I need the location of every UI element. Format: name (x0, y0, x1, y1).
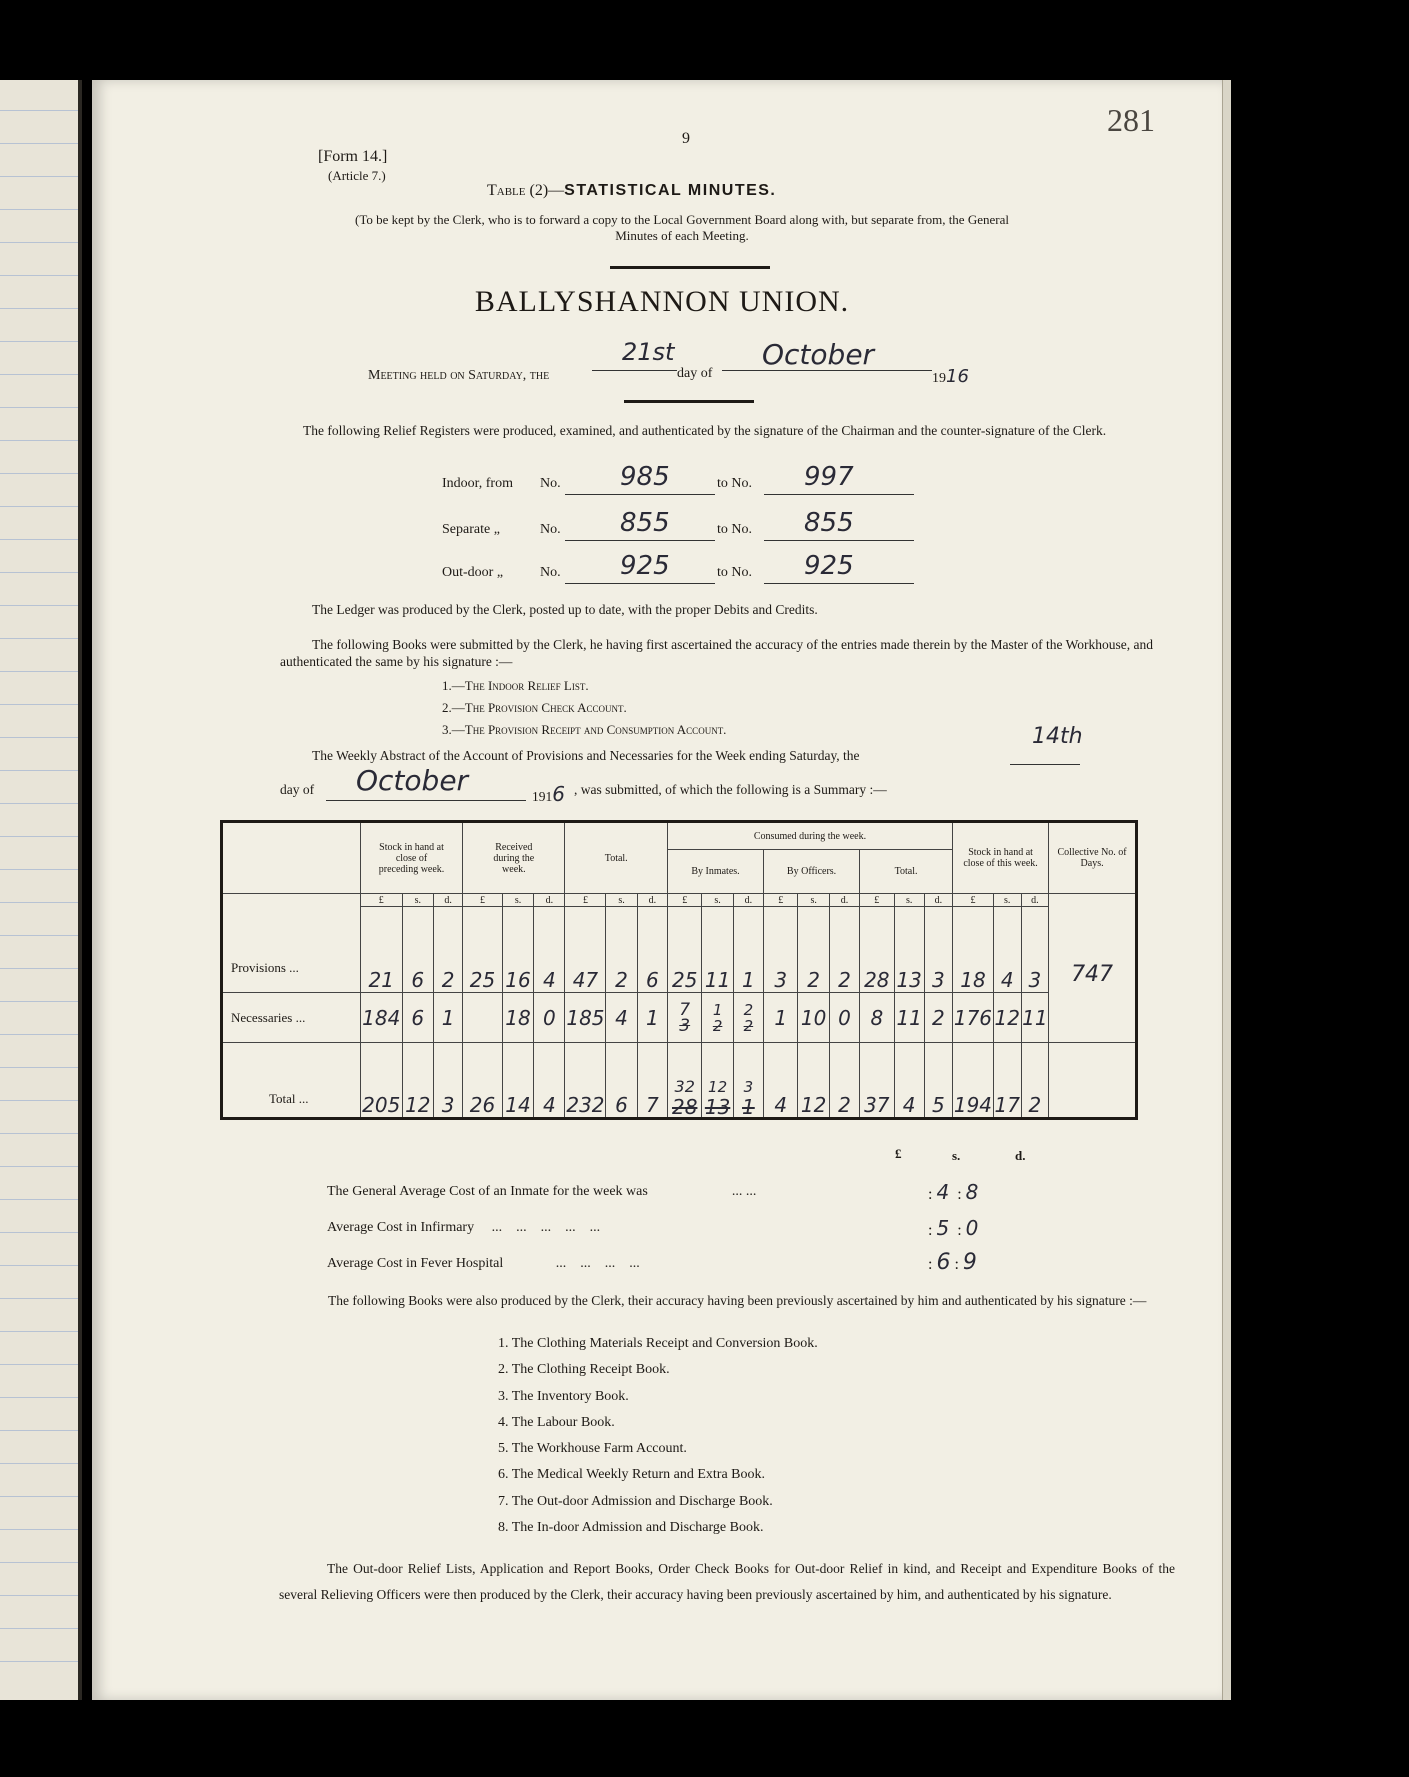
ruled-line (0, 605, 78, 606)
book-item: 2.—The Provision Check Account. (442, 700, 627, 715)
ruled-line (0, 1199, 78, 1200)
meeting-day: 21st (622, 338, 675, 366)
outdoor-from-value: 925 (620, 551, 670, 581)
ruled-line (0, 1100, 78, 1101)
ruled-line (0, 572, 78, 573)
outdoor-to-value: 925 (804, 551, 854, 581)
outdoor-to-label: to No. (717, 565, 752, 580)
separate-no: No. (540, 522, 561, 537)
table-row-necessaries: Necessaries ... 184 6 1 18 0 185 4 1 7 3 1 2 2 2 1 10 0 8 11 2 176 12 11 (222, 993, 1137, 1043)
also-book-item: 6. The Medical Weekly Return and Extra Book. (498, 1467, 766, 1482)
ruled-line (0, 836, 78, 837)
header-by-inmates: By Inmates. (667, 850, 763, 894)
indoor-label: Indoor, from (442, 476, 513, 491)
ruled-line (0, 1232, 78, 1233)
ruled-line (0, 1430, 78, 1431)
ruled-line (0, 242, 78, 243)
meeting-year: 1916 (932, 366, 969, 387)
separate-from-value: 855 (620, 508, 670, 538)
abstract-day: 14th (1032, 724, 1083, 749)
ruled-line (0, 1463, 78, 1464)
divider (610, 266, 770, 269)
header-stock-close: Stock in hand at close of this week. (953, 822, 1049, 894)
also-book-item: 8. The In-door Admission and Discharge Book. (498, 1520, 764, 1535)
ruled-line (0, 407, 78, 408)
abstract-month: October (356, 764, 469, 797)
ledger-text: The Ledger was produced by the Clerk, posted up to date, with the proper Debits and Credits. (312, 602, 818, 617)
ruled-line (0, 209, 78, 210)
abstract-day-of: day of (280, 782, 315, 797)
divider (624, 400, 754, 403)
ruled-line (0, 1562, 78, 1563)
ruled-line (0, 1628, 78, 1629)
cost-row: Average Cost in Fever Hospital ... ... ... ... (327, 1256, 640, 1271)
unit-row: £ s. d. £ s. d. £ s. d. £ s. d. £ s. d. £ s. d. £ s. d. (222, 894, 1137, 907)
form-label: [Form 14.] (318, 148, 388, 165)
instruction-text: (To be kept by the Clerk, who is to forward a copy to the Local Government Board along with, but separate from, the General Minutes of each Meeting. (355, 212, 1009, 243)
ruled-line (0, 1496, 78, 1497)
indoor-to-value: 997 (804, 462, 854, 492)
header-by-officers: By Officers. (764, 850, 860, 894)
outdoor-no: No. (540, 565, 561, 580)
meeting-day-of: day of (677, 366, 713, 381)
cost-unit-pounds: £ (895, 1146, 902, 1161)
printed-page-number: 9 (682, 130, 690, 147)
summary-table (220, 820, 1138, 1120)
abstract-text: The Weekly Abstract of the Account of Provisions and Necessaries for the Week ending Saturday, the (312, 748, 860, 763)
header-collective: Collective No. of Days. (1049, 822, 1137, 894)
also-book-item: 5. The Workhouse Farm Account. (498, 1441, 687, 1456)
cost-row: The General Average Cost of an Inmate for the week was ... ... (327, 1184, 757, 1199)
ruled-line (0, 1001, 78, 1002)
document-page (92, 80, 1222, 1700)
ruled-line (0, 704, 78, 705)
ruled-line (0, 1331, 78, 1332)
indoor-from-value: 985 (620, 462, 670, 492)
union-name: BALLYSHANNON UNION. (474, 285, 850, 318)
meeting-day-field (592, 338, 677, 371)
abstract-year: 1916 (532, 782, 565, 806)
ruled-line (0, 506, 78, 507)
also-book-item: 3. The Inventory Book. (498, 1389, 629, 1404)
ruled-line (0, 1067, 78, 1068)
header-received: Received during the week. (463, 822, 565, 894)
ruled-line (0, 473, 78, 474)
cost-row-1-values: : 5 : 0 (928, 1216, 979, 1240)
ruled-line (0, 539, 78, 540)
book-item: 1.—The Indoor Relief List. (442, 678, 589, 693)
ruled-line (0, 110, 78, 111)
table-row-provisions: Provisions ... 21 6 2 25 16 4 47 2 6 25 11 1 3 2 2 28 13 3 18 4 3 747 (222, 907, 1137, 993)
ruled-line (0, 440, 78, 441)
also-book-item: 1. The Clothing Materials Receipt and Conversion Book. (498, 1336, 818, 1351)
cost-row-0-values: : 4 : 8 (928, 1180, 979, 1204)
separate-to-value: 855 (804, 508, 854, 538)
ruled-line (0, 968, 78, 969)
separate-label: Separate „ (442, 522, 500, 537)
stamped-folio-number: 281 (1107, 102, 1155, 138)
separate-to-label: to No. (717, 522, 752, 537)
also-book-item: 4. The Labour Book. (498, 1415, 615, 1430)
title-prefix: Table (2)— (487, 182, 565, 199)
ruled-line (0, 1661, 78, 1662)
ruled-line (0, 1298, 78, 1299)
collective-days-value: 747 (1071, 961, 1114, 987)
ruled-line (0, 671, 78, 672)
cost-unit-shillings: s. (952, 1148, 961, 1163)
ruled-line (0, 1265, 78, 1266)
header-consumed-total: Total. (860, 850, 953, 894)
ruled-line (0, 1397, 78, 1398)
meeting-prefix: Meeting held on Saturday, the (368, 368, 550, 383)
cost-row-2-values: : 6 : 9 (928, 1250, 977, 1275)
closing-paragraph: The Out-door Relief Lists, Application and Report Books, Order Check Books for Out-door Relief in kind, and Receipt and Expenditure Books of the several Relieving Officers were then produced by the Clerk, their accuracy having been previously ascertained by him, and authenticated by his signature. (279, 1561, 1175, 1602)
ruled-line (0, 902, 78, 903)
ruled-line (0, 1034, 78, 1035)
outdoor-label: Out-door „ (442, 565, 504, 580)
ruled-line (0, 176, 78, 177)
also-book-item: 2. The Clothing Receipt Book. (498, 1362, 670, 1377)
header-total: Total. (565, 822, 668, 894)
ruled-line (0, 935, 78, 936)
ruled-line (0, 374, 78, 375)
ruled-line (0, 1529, 78, 1530)
indoor-no: No. (540, 476, 561, 491)
ruled-line (0, 341, 78, 342)
header-consumed: Consumed during the week. (667, 822, 952, 850)
ruled-line (0, 803, 78, 804)
books-intro: The following Books were submitted by the Clerk, he having first ascertained the accuracy of the entries made therein by the Master of the Workhouse, and authenticated the same by his signature :— (280, 637, 1154, 669)
registers-intro: The following Relief Registers were produced, examined, and authenticated by the signature of the Chairman and the counter-signature of the Clerk. (303, 423, 1107, 438)
ruled-line (0, 1364, 78, 1365)
form-article: (Article 7.) (328, 168, 386, 183)
also-books-intro: The following Books were also produced by the Clerk, their accuracy having been previously ascertained by him and authenticated by his signature :— (328, 1293, 1147, 1308)
meeting-month-field (722, 338, 932, 371)
ruled-line (0, 1166, 78, 1167)
ruled-line (0, 869, 78, 870)
book-item: 3.—The Provision Receipt and Consumption Account. (442, 722, 727, 737)
ruled-line (0, 143, 78, 144)
table-title (487, 182, 776, 200)
ruled-line (0, 770, 78, 771)
also-book-item: 7. The Out-door Admission and Discharge Book. (498, 1494, 773, 1509)
ruled-line (0, 1133, 78, 1134)
ruled-line (0, 1595, 78, 1596)
table-row-total: Total ... 205 12 3 26 14 4 232 6 7 32 28 12 13 3 1 4 12 2 37 4 5 194 17 2 (222, 1043, 1137, 1119)
cost-unit-pence: d. (1015, 1148, 1026, 1163)
ruled-line (0, 308, 78, 309)
ruled-line (0, 275, 78, 276)
meeting-month: October (762, 338, 875, 371)
cost-row: Average Cost in Infirmary ... ... ... ... ... (327, 1220, 601, 1235)
indoor-to-label: to No. (717, 476, 752, 491)
ruled-line (0, 638, 78, 639)
page-edge (1222, 80, 1231, 1700)
abstract-text-2: , was submitted, of which the following is a Summary :— (574, 782, 887, 797)
facing-page (0, 80, 82, 1700)
ruled-line (0, 737, 78, 738)
title-main: STATISTICAL MINUTES. (564, 182, 777, 199)
header-stock-prev: Stock in hand at close of preceding week. (360, 822, 462, 894)
